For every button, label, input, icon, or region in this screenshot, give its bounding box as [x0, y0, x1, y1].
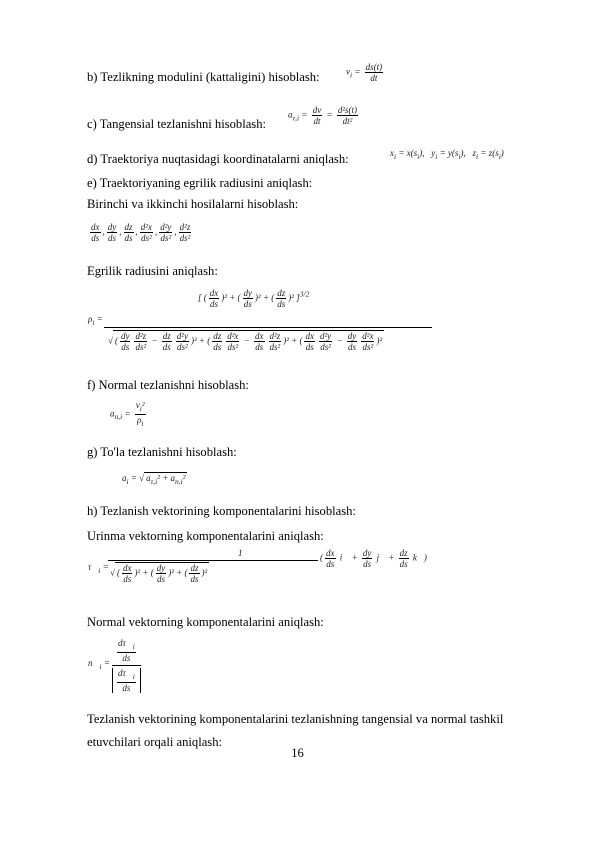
text-line-f: f) Normal tezlanishni hisoblash:	[87, 378, 249, 392]
formula-total-acceleration-image: $a_i$ = √ $a_{\tau,i}^2 + a_{n,i}^2$	[122, 473, 186, 486]
text-line-h4: etuvchilari orqali aniqlash:	[87, 735, 222, 749]
text-line-e2: Egrilik radiusini aniqlash:	[87, 264, 218, 278]
text-line-b: b) Tezlikning modulini (kattaligini) hisoblash:	[87, 70, 320, 84]
formula-tangential-acceleration-image: $a_{\tau,i}$ = $\frac{dv}{dt}$ = $\frac{\text{d²s(t)}}{\text{dt²}}$	[288, 105, 358, 126]
text-line-c: c) Tangensial tezlanishni hisoblash:	[87, 117, 267, 131]
text-line-g: g) To'la tezlanishni hisoblash:	[87, 445, 237, 459]
text-line-h: h) Tezlanish vektorining komponentalarini hisoblash:	[87, 504, 356, 518]
text-line-d: d) Traektoriya nuqtasidagi koordinatalarni aniqlash:	[87, 152, 349, 166]
text-line-h2: Normal vektorning komponentalarini aniqlash:	[87, 615, 324, 629]
formula-coordinates-image: $x_i = x(s_i)$, $y_i = y(s_i)$, $z_i = z(s_i)$	[390, 148, 504, 161]
formula-normal-vector-image: $n⃗_i$ = $\frac{d\tau⃗_i}{ds}$ $\frac{d\tau⃗_i}{ds}$	[88, 638, 148, 698]
page-number: 16	[291, 746, 304, 760]
text-line-h3: Tezlanish vektorining komponentalarini tezlanishning tangensial va normal tashkil	[87, 712, 504, 726]
text-line-e1: Birinchi va ikkinchi hosilalarni hisoblash:	[87, 197, 299, 211]
formula-normal-acceleration-image: $a_{n,i}$ = $\frac{v_i^2}{\rho_i}$	[110, 400, 145, 428]
formula-derivatives-image: $\frac{dx}{ds}$ , $\frac{dy}{ds}$ , $\frac{dz}{ds}$ , $\frac{\text{d²x}}{\text{ds²}}$ , $\frac{\text{d²y}}{\text{ds²}}$ , $\frac{\text{d²z}}{\text{ds²}}$	[91, 222, 191, 243]
text-line-h1: Urinma vektorning komponentalarini aniqlash:	[87, 529, 324, 543]
formula-speed-image: $v_i$ = $\frac{ds(t)}{dt}$	[346, 62, 383, 83]
text-line-e: e) Traektoriyaning egrilik radiusini aniqlash:	[87, 176, 313, 190]
